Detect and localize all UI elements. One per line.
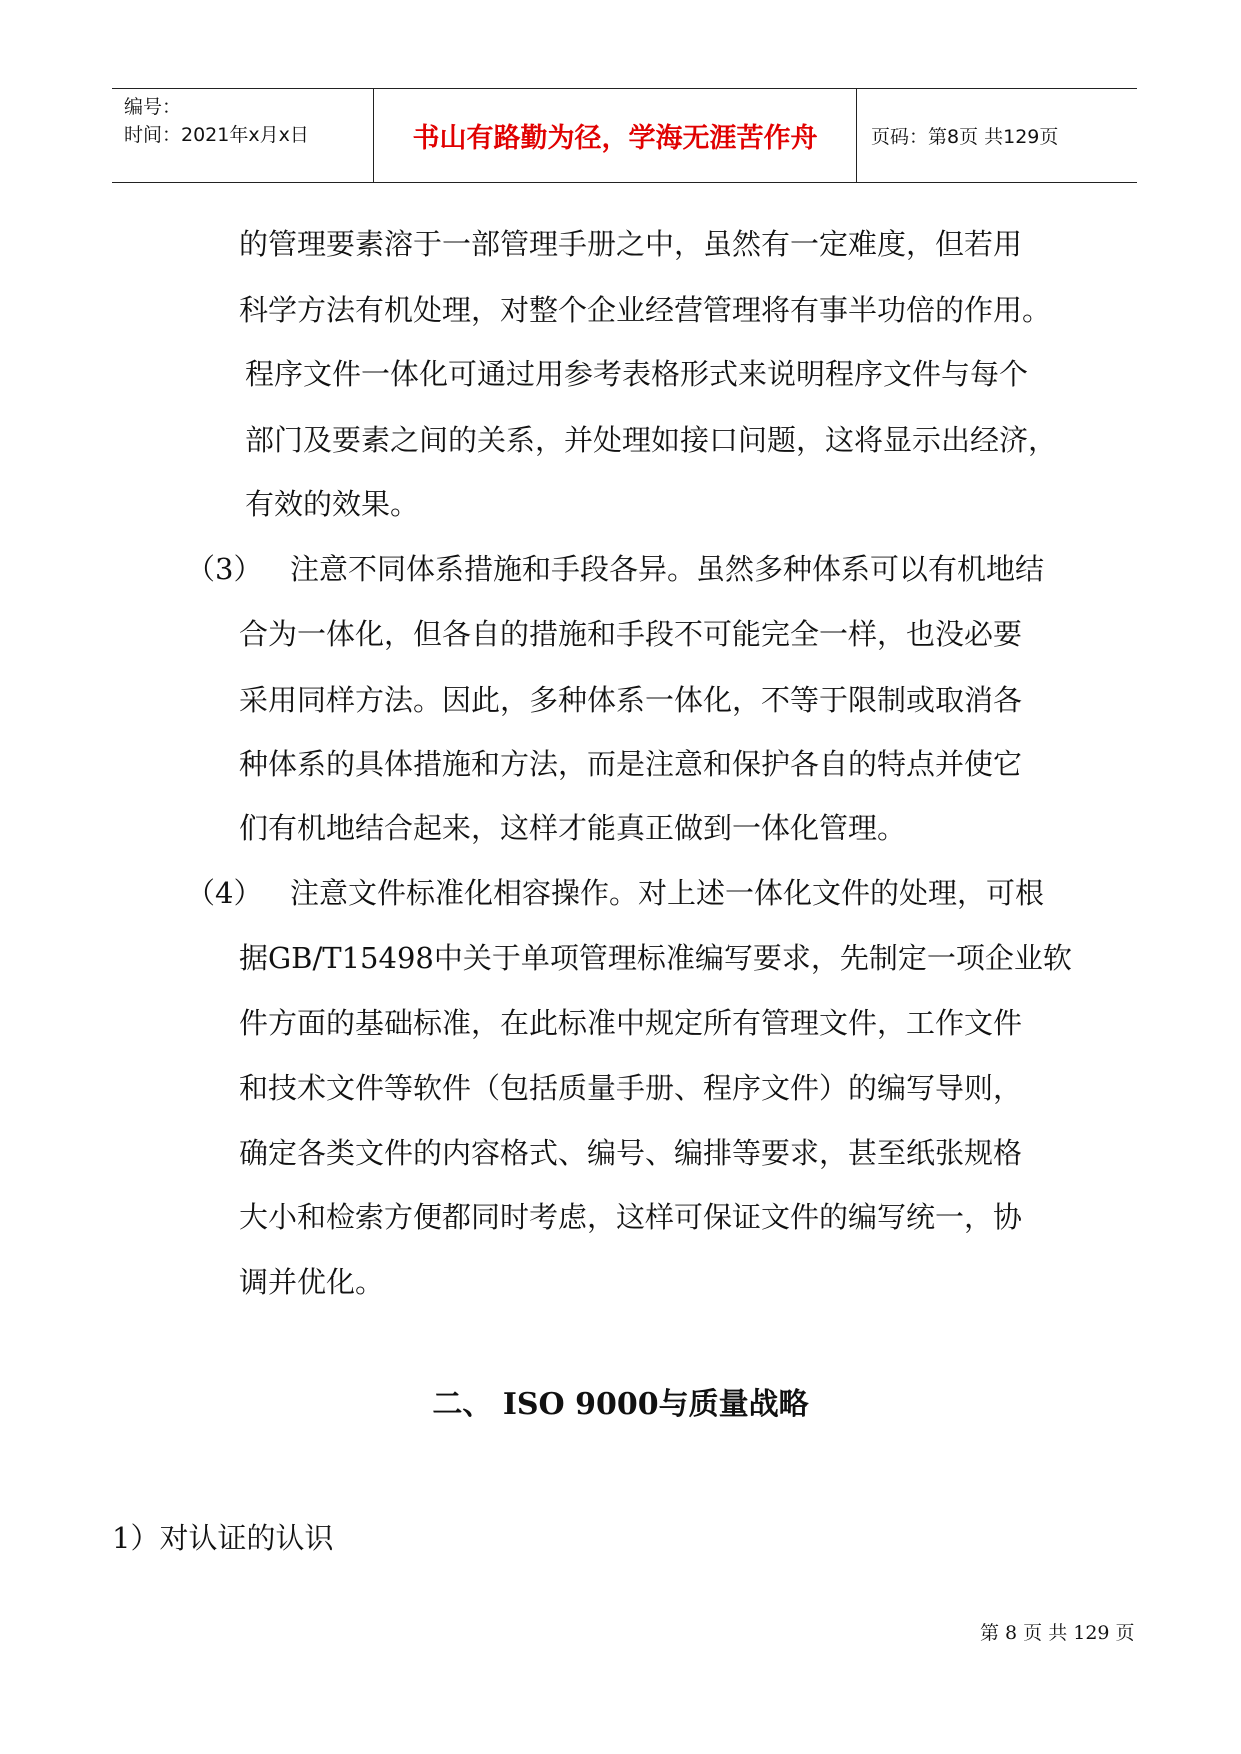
item4-line: 确定各类文件的内容格式、编号、编排等要求，甚至纸张规格	[239, 1136, 1023, 1170]
item4-line: 和技术文件等软件（包括质量手册、程序文件）的编写导则，	[239, 1071, 1023, 1105]
subsection-heading: 1）对认证的认识	[112, 1521, 334, 1555]
item4-line: 大小和检索方便都同时考虑，这样可保证文件的编写统一，协	[239, 1200, 1023, 1234]
document-number-label: 编号：	[124, 96, 182, 118]
item4-line: 注意文件标准化相容操作。对上述一体化文件的处理，可根	[290, 876, 1045, 910]
page-header	[112, 88, 1137, 183]
item3-line: 采用同样方法。因此，多种体系一体化，不等于限制或取消各	[239, 683, 1023, 717]
item3-line: 注意不同体系措施和手段各异。虽然多种体系可以有机地结	[290, 552, 1045, 586]
item3-line: 合为一体化，但各自的措施和手段不可能完全一样，也没必要	[239, 617, 1023, 651]
item4-line: 件方面的基础标准，在此标准中规定所有管理文件，工作文件	[239, 1006, 1023, 1040]
paragraph-line: 部门及要素之间的关系，并处理如接口问题，这将显示出经济，	[245, 423, 1058, 457]
paragraph-line: 的管理要素溶于一部管理手册之中，虽然有一定难度，但若用	[239, 227, 1023, 261]
paragraph-line: 科学方法有机处理，对整个企业经营管理将有事半功倍的作用。	[239, 293, 1052, 327]
header-motto: 书山有路勤为径，学海无涯苦作舟	[374, 89, 857, 182]
item4-line: 据GB/T15498中关于单项管理标准编写要求，先制定一项企业软	[239, 941, 1072, 975]
item3-line: 种体系的具体措施和方法，而是注意和保护各自的特点并使它	[239, 747, 1023, 781]
list-marker-3: （3）	[186, 552, 263, 586]
paragraph-line: 程序文件一体化可通过用参考表格形式来说明程序文件与每个	[245, 357, 1029, 391]
header-page-label: 页码：第8页 共129页	[871, 126, 1059, 148]
section-heading: 二、 ISO 9000与质量战略	[432, 1387, 809, 1422]
page-footer: 第 8 页 共 129 页	[980, 1622, 1135, 1644]
header-page-info	[857, 89, 1137, 182]
item3-line: 们有机地结合起来，这样才能真正做到一体化管理。	[239, 811, 907, 845]
item4-line: 调并优化。	[239, 1265, 385, 1299]
list-marker-4: （4）	[186, 876, 263, 910]
paragraph-line: 有效的效果。	[245, 487, 420, 521]
header-meta	[112, 89, 374, 182]
document-date-label: 时间：2021年x月x日	[124, 124, 309, 146]
